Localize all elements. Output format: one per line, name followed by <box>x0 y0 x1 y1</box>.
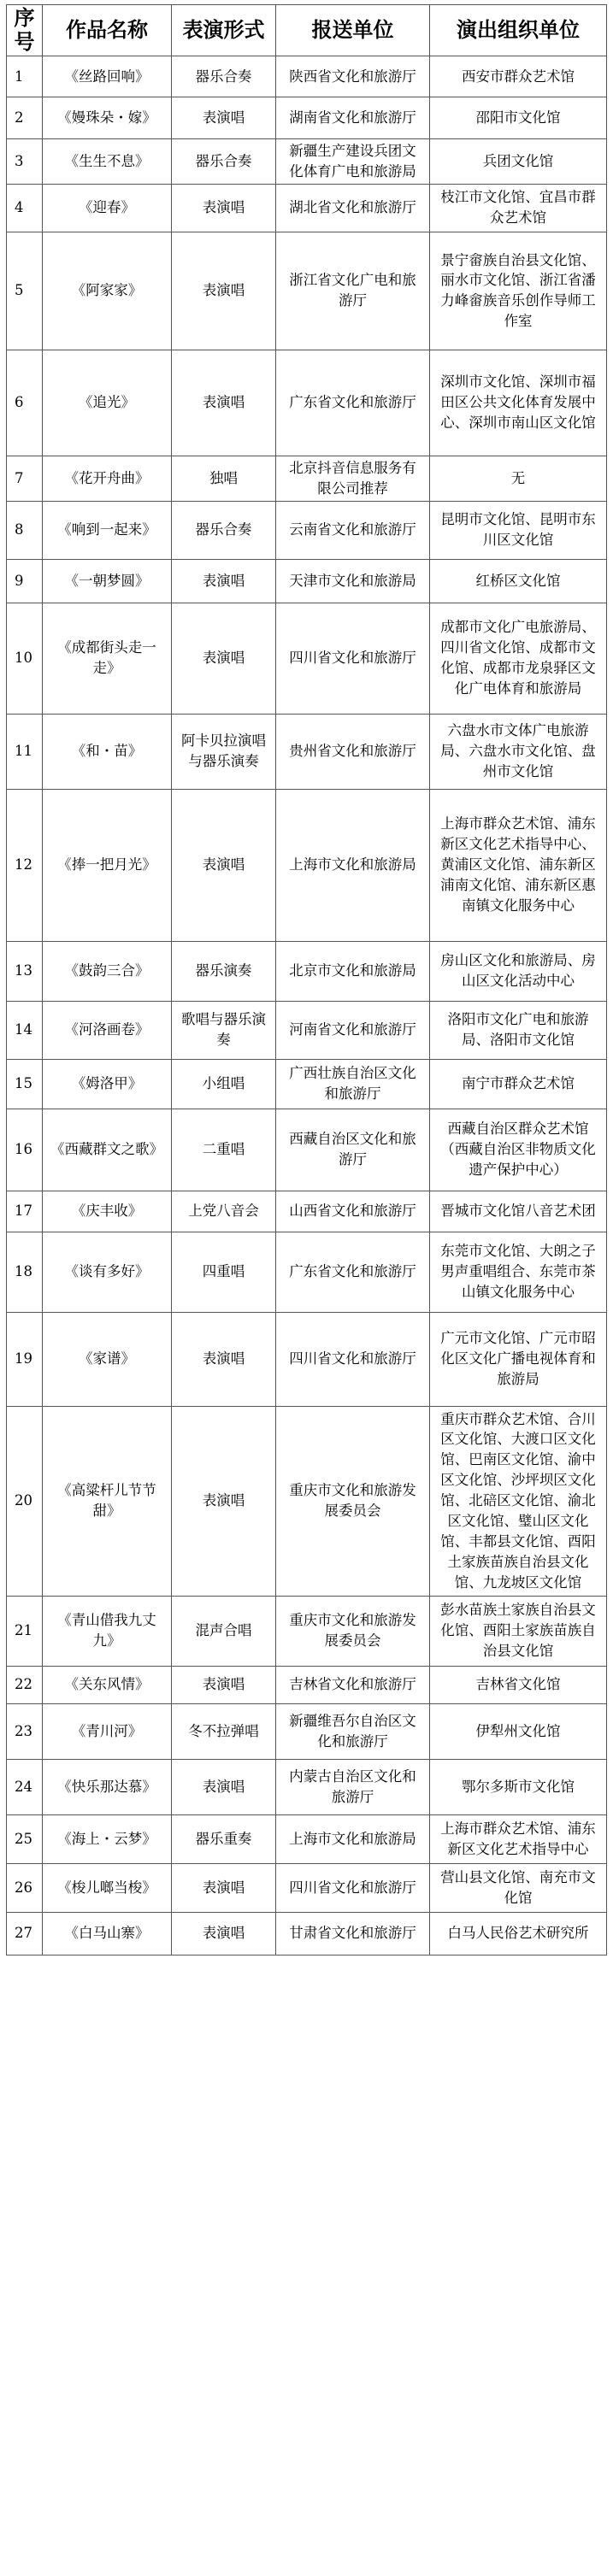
row-title: 《丝路回响》 <box>43 56 172 97</box>
row-title: 《高粱杆儿节节甜》 <box>43 1406 172 1596</box>
row-no: 7 <box>7 456 43 501</box>
row-no: 4 <box>7 184 43 232</box>
row-form: 表演唱 <box>172 1312 276 1406</box>
row-form: 表演唱 <box>172 232 276 350</box>
table-row <box>7 456 607 501</box>
row-form: 独唱 <box>172 456 276 501</box>
row-no: 24 <box>7 1759 43 1814</box>
table-row <box>7 184 607 232</box>
row-submitter: 广东省文化和旅游厅 <box>276 1232 430 1312</box>
table-row <box>7 1666 607 1703</box>
row-form: 表演唱 <box>172 184 276 232</box>
row-no: 12 <box>7 789 43 941</box>
header-title: 作品名称 <box>43 5 172 56</box>
table-row <box>7 1814 607 1863</box>
row-organizer: 彭水苗族土家族自治县文化馆、酉阳土家族苗族自治县文化馆 <box>430 1596 607 1666</box>
row-submitter: 山西省文化和旅游厅 <box>276 1191 430 1232</box>
row-form: 表演唱 <box>172 1863 276 1912</box>
table-row <box>7 559 607 603</box>
row-organizer: 伊犁州文化馆 <box>430 1703 607 1759</box>
table-row <box>7 232 607 350</box>
row-title: 《白马山寨》 <box>43 1912 172 1955</box>
row-no: 26 <box>7 1863 43 1912</box>
table-row <box>7 603 607 714</box>
row-organizer: 邵阳市文化馆 <box>430 97 607 139</box>
row-form: 器乐合奏 <box>172 139 276 185</box>
row-title: 《生生不息》 <box>43 139 172 185</box>
table-row <box>7 139 607 185</box>
table-row <box>7 1596 607 1666</box>
row-organizer: 六盘水市文体广电旅游局、六盘水市文化馆、盘州市文化馆 <box>430 714 607 789</box>
row-organizer: 上海市群众艺术馆、浦东新区文化艺术指导中心 <box>430 1814 607 1863</box>
row-organizer: 兵团文化馆 <box>430 139 607 185</box>
table-row <box>7 1406 607 1596</box>
row-form: 表演唱 <box>172 350 276 456</box>
row-form: 小组唱 <box>172 1059 276 1109</box>
row-no: 9 <box>7 559 43 603</box>
row-title: 《梭儿啷当梭》 <box>43 1863 172 1912</box>
row-no: 16 <box>7 1109 43 1191</box>
table-body <box>7 56 607 1956</box>
row-submitter: 湖南省文化和旅游厅 <box>276 97 430 139</box>
row-no: 3 <box>7 139 43 185</box>
row-title: 《谈有多好》 <box>43 1232 172 1312</box>
row-title: 《河洛画卷》 <box>43 1001 172 1059</box>
row-form: 二重唱 <box>172 1109 276 1191</box>
header-no: 序号 <box>7 5 43 56</box>
table-row <box>7 1001 607 1059</box>
row-no: 15 <box>7 1059 43 1109</box>
row-organizer: 景宁畲族自治县文化馆、丽水市文化馆、浙江省潘力峰畲族音乐创作导师工作室 <box>430 232 607 350</box>
table-row <box>7 56 607 97</box>
table-header-row <box>7 5 607 56</box>
row-no: 14 <box>7 1001 43 1059</box>
row-form: 上党八音会 <box>172 1191 276 1232</box>
row-submitter: 甘肃省文化和旅游厅 <box>276 1912 430 1955</box>
row-organizer: 营山县文化馆、南充市文化馆 <box>430 1863 607 1912</box>
row-title: 《阿家家》 <box>43 232 172 350</box>
row-organizer: 东莞市文化馆、大朗之子男声重唱组合、东莞市茶山镇文化服务中心 <box>430 1232 607 1312</box>
table-row <box>7 1232 607 1312</box>
table-row <box>7 1863 607 1912</box>
row-submitter: 北京市文化和旅游局 <box>276 941 430 1001</box>
row-organizer: 枝江市文化馆、宜昌市群众艺术馆 <box>430 184 607 232</box>
row-organizer: 深圳市文化馆、深圳市福田区公共文化体育发展中心、深圳市南山区文化馆 <box>430 350 607 456</box>
row-form: 器乐重奏 <box>172 1814 276 1863</box>
row-title: 《捧一把月光》 <box>43 789 172 941</box>
row-form: 表演唱 <box>172 603 276 714</box>
row-no: 8 <box>7 501 43 559</box>
row-title: 《嫚珠朵・嫁》 <box>43 97 172 139</box>
row-title: 《青山借我九丈九》 <box>43 1596 172 1666</box>
row-organizer: 西藏自治区群众艺术馆（西藏自治区非物质文化遗产保护中心） <box>430 1109 607 1191</box>
row-form: 表演唱 <box>172 559 276 603</box>
row-submitter: 重庆市文化和旅游发展委员会 <box>276 1406 430 1596</box>
table-row <box>7 714 607 789</box>
header-organizer: 演出组织单位 <box>430 5 607 56</box>
row-organizer: 洛阳市文化广电和旅游局、洛阳市文化馆 <box>430 1001 607 1059</box>
row-title: 《迎春》 <box>43 184 172 232</box>
table-row <box>7 941 607 1001</box>
row-submitter: 广西壮族自治区文化和旅游厅 <box>276 1059 430 1109</box>
row-form: 表演唱 <box>172 1666 276 1703</box>
row-form: 表演唱 <box>172 1912 276 1955</box>
row-form: 歌唱与器乐演奏 <box>172 1001 276 1059</box>
header-form: 表演形式 <box>172 5 276 56</box>
row-title: 《姆洛甲》 <box>43 1059 172 1109</box>
row-title: 《追光》 <box>43 350 172 456</box>
row-organizer: 西安市群众艺术馆 <box>430 56 607 97</box>
table-row <box>7 1312 607 1406</box>
row-form: 器乐演奏 <box>172 941 276 1001</box>
row-title: 《快乐那达慕》 <box>43 1759 172 1814</box>
row-no: 1 <box>7 56 43 97</box>
row-organizer: 广元市文化馆、广元市昭化区文化广播电视体育和旅游局 <box>430 1312 607 1406</box>
row-organizer: 白马人民俗艺术研究所 <box>430 1912 607 1955</box>
row-submitter: 重庆市文化和旅游发展委员会 <box>276 1596 430 1666</box>
row-no: 25 <box>7 1814 43 1863</box>
table-row <box>7 789 607 941</box>
row-title: 《鼓韵三合》 <box>43 941 172 1001</box>
row-form: 表演唱 <box>172 789 276 941</box>
row-organizer: 红桥区文化馆 <box>430 559 607 603</box>
row-form: 四重唱 <box>172 1232 276 1312</box>
row-submitter: 北京抖音信息服务有限公司推荐 <box>276 456 430 501</box>
row-no: 5 <box>7 232 43 350</box>
table-row <box>7 97 607 139</box>
row-title: 《成都街头走一走》 <box>43 603 172 714</box>
row-organizer: 鄂尔多斯市文化馆 <box>430 1759 607 1814</box>
header-submitter: 报送单位 <box>276 5 430 56</box>
row-no: 22 <box>7 1666 43 1703</box>
row-submitter: 河南省文化和旅游厅 <box>276 1001 430 1059</box>
row-submitter: 湖北省文化和旅游厅 <box>276 184 430 232</box>
row-organizer: 房山区文化和旅游局、房山区文化活动中心 <box>430 941 607 1001</box>
row-submitter: 新疆维吾尔自治区文化和旅游厅 <box>276 1703 430 1759</box>
row-no: 20 <box>7 1406 43 1596</box>
row-no: 23 <box>7 1703 43 1759</box>
row-organizer: 南宁市群众艺术馆 <box>430 1059 607 1109</box>
row-title: 《响到一起来》 <box>43 501 172 559</box>
row-organizer: 上海市群众艺术馆、浦东新区文化艺术指导中心、黄浦区文化馆、浦东新区浦南文化馆、浦东新区惠南镇文化服务中心 <box>430 789 607 941</box>
row-organizer: 吉林省文化馆 <box>430 1666 607 1703</box>
row-form: 阿卡贝拉演唱与器乐演奏 <box>172 714 276 789</box>
program-table <box>6 4 607 1956</box>
row-form: 表演唱 <box>172 97 276 139</box>
table-row <box>7 350 607 456</box>
row-title: 《庆丰收》 <box>43 1191 172 1232</box>
row-organizer: 重庆市群众艺术馆、合川区文化馆、大渡口区文化馆、巴南区文化馆、渝中区文化馆、沙坪坝区文化馆、北碚区文化馆、渝北区文化馆、璧山区文化馆、丰都县文化馆、酉阳土家族苗族自治县文化馆、九龙坡区文化馆 <box>430 1406 607 1596</box>
table-row <box>7 501 607 559</box>
row-no: 27 <box>7 1912 43 1955</box>
row-submitter: 上海市文化和旅游局 <box>276 1814 430 1863</box>
row-no: 21 <box>7 1596 43 1666</box>
row-title: 《一朝梦圆》 <box>43 559 172 603</box>
row-form: 表演唱 <box>172 1759 276 1814</box>
row-no: 2 <box>7 97 43 139</box>
row-no: 13 <box>7 941 43 1001</box>
row-organizer: 昆明市文化馆、昆明市东川区文化馆 <box>430 501 607 559</box>
table-row <box>7 1703 607 1759</box>
row-form: 表演唱 <box>172 1406 276 1596</box>
row-submitter: 贵州省文化和旅游厅 <box>276 714 430 789</box>
row-title: 《青川河》 <box>43 1703 172 1759</box>
row-submitter: 天津市文化和旅游局 <box>276 559 430 603</box>
row-submitter: 内蒙古自治区文化和旅游厅 <box>276 1759 430 1814</box>
row-no: 10 <box>7 603 43 714</box>
row-submitter: 四川省文化和旅游厅 <box>276 1312 430 1406</box>
table-row <box>7 1059 607 1109</box>
row-title: 《和・苗》 <box>43 714 172 789</box>
table-row <box>7 1912 607 1955</box>
row-form: 混声合唱 <box>172 1596 276 1666</box>
row-submitter: 四川省文化和旅游厅 <box>276 1863 430 1912</box>
row-form: 器乐合奏 <box>172 501 276 559</box>
row-submitter: 广东省文化和旅游厅 <box>276 350 430 456</box>
row-submitter: 西藏自治区文化和旅游厅 <box>276 1109 430 1191</box>
row-form: 器乐合奏 <box>172 56 276 97</box>
row-submitter: 吉林省文化和旅游厅 <box>276 1666 430 1703</box>
row-submitter: 四川省文化和旅游厅 <box>276 603 430 714</box>
row-submitter: 浙江省文化广电和旅游厅 <box>276 232 430 350</box>
row-title: 《家谱》 <box>43 1312 172 1406</box>
row-no: 17 <box>7 1191 43 1232</box>
row-no: 19 <box>7 1312 43 1406</box>
row-submitter: 云南省文化和旅游厅 <box>276 501 430 559</box>
row-form: 冬不拉弹唱 <box>172 1703 276 1759</box>
table-row <box>7 1759 607 1814</box>
row-submitter: 新疆生产建设兵团文化体育广电和旅游局 <box>276 139 430 185</box>
row-submitter: 上海市文化和旅游局 <box>276 789 430 941</box>
row-organizer: 成都市文化广电旅游局、四川省文化馆、成都市文化馆、成都市龙泉驿区文化广电体育和旅游局 <box>430 603 607 714</box>
row-no: 11 <box>7 714 43 789</box>
row-title: 《海上・云梦》 <box>43 1814 172 1863</box>
table-row <box>7 1109 607 1191</box>
row-submitter: 陕西省文化和旅游厅 <box>276 56 430 97</box>
table-row <box>7 1191 607 1232</box>
row-no: 6 <box>7 350 43 456</box>
row-title: 《关东风情》 <box>43 1666 172 1703</box>
row-title: 《西藏群文之歌》 <box>43 1109 172 1191</box>
row-organizer: 无 <box>430 456 607 501</box>
row-title: 《花开舟曲》 <box>43 456 172 501</box>
row-organizer: 晋城市文化馆八音艺术团 <box>430 1191 607 1232</box>
row-no: 18 <box>7 1232 43 1312</box>
